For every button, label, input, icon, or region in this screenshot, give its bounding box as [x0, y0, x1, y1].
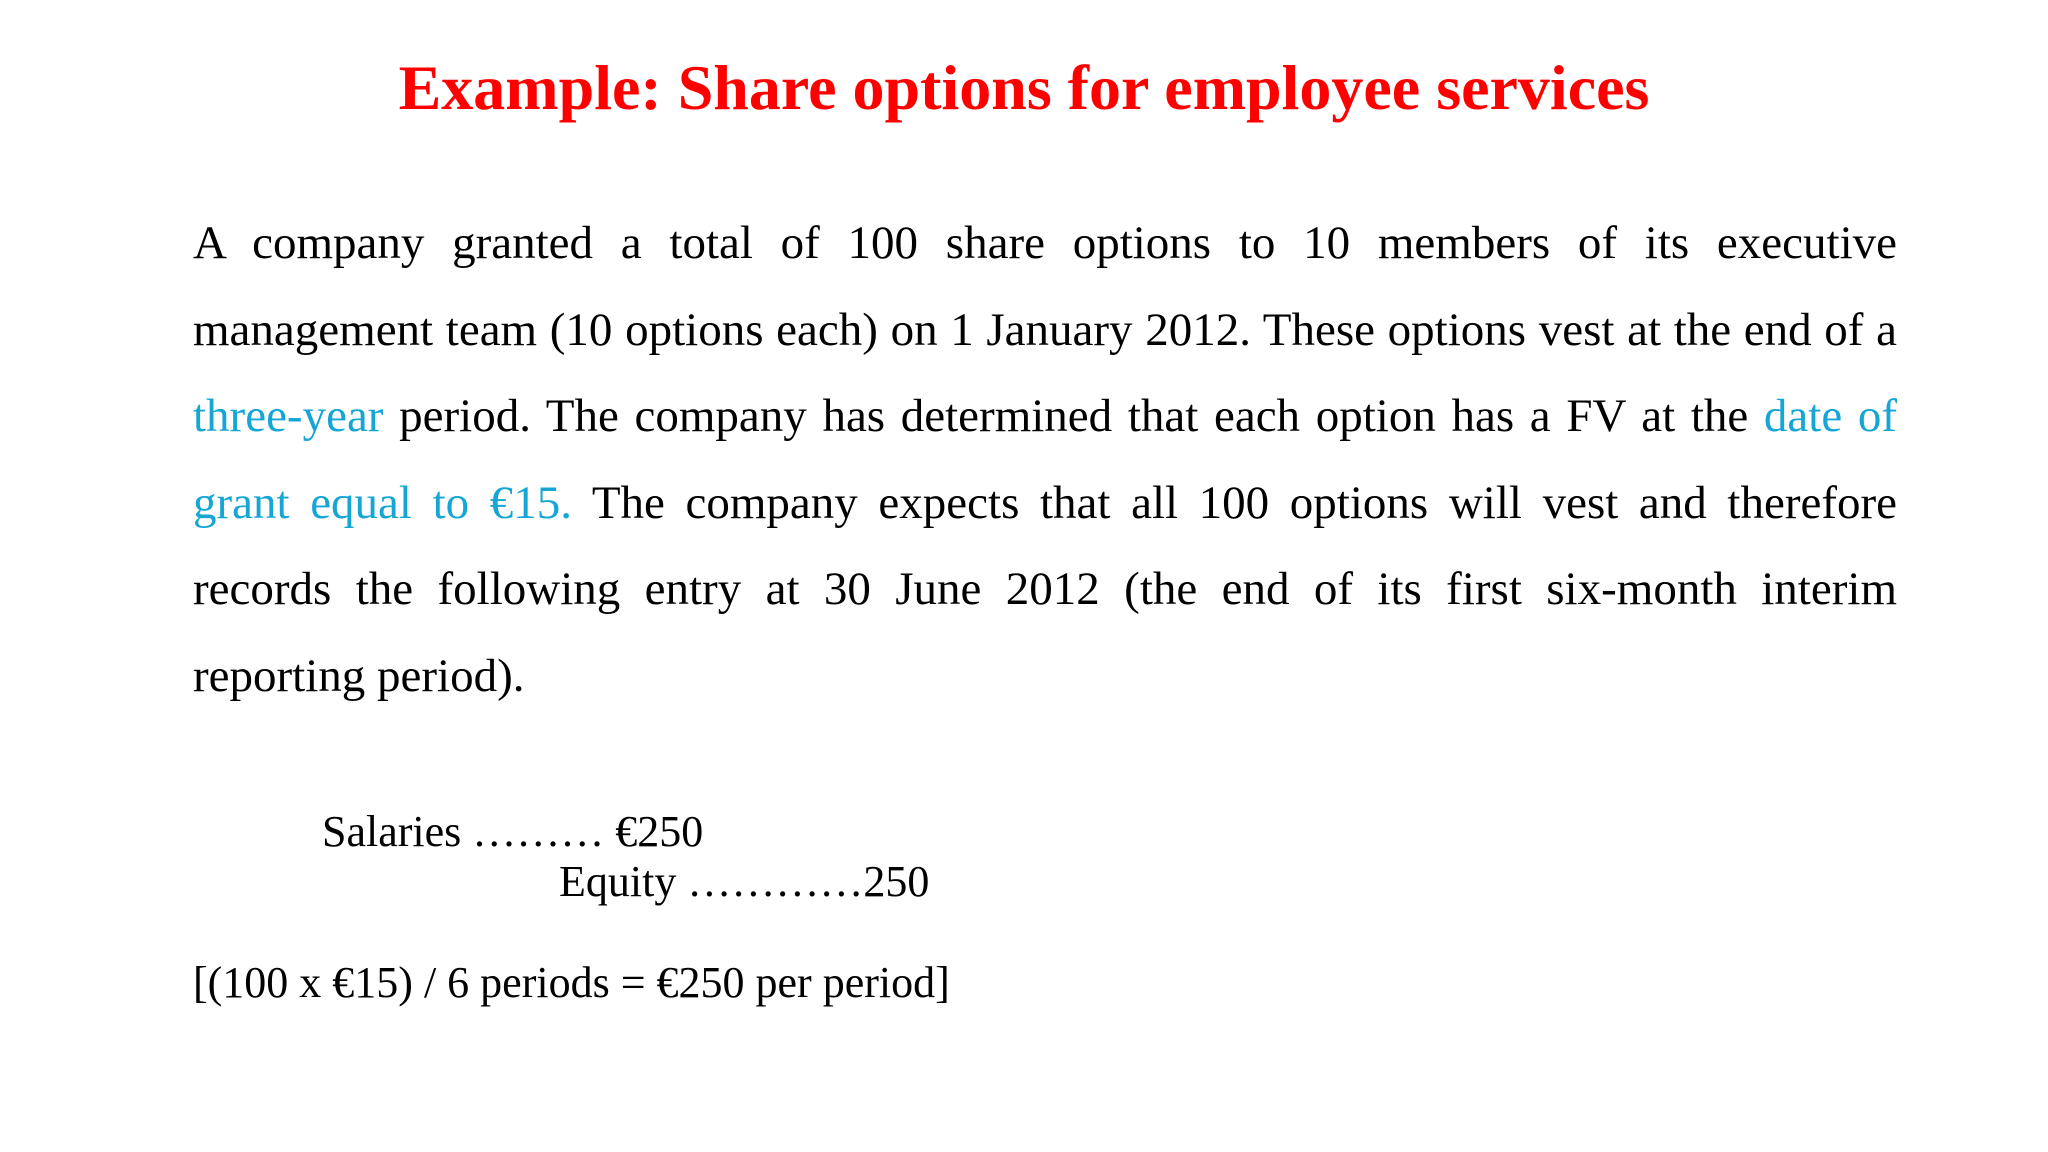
- calculation-note: [(100 x €15) / 6 periods = €250 per period]: [193, 958, 950, 1007]
- body-paragraph: [193, 200, 1897, 719]
- paragraph-text-1: A company granted a total of 100 share options to 10 members of its executive management team (10 options each) on 1 January 2012. These options vest at the end of a: [193, 217, 1897, 356]
- journal-entry-credit: Equity …………250: [559, 857, 930, 906]
- highlight-three-year: three-year: [193, 390, 384, 442]
- slide-title: Example: Share options for employee services: [398, 52, 1650, 123]
- highlight-grant-value: date of grant equal to €15.: [193, 390, 1898, 529]
- paragraph-text-3: The company expects that all 100 options will vest and therefore records the following entry at 30 June 2012 (the end of its first six-month interim reporting period).: [193, 476, 1897, 702]
- journal-entry-debit: Salaries ……… €250: [322, 807, 704, 856]
- paragraph-text-2: period. The company has determined that each option has a FV at the: [383, 390, 1764, 442]
